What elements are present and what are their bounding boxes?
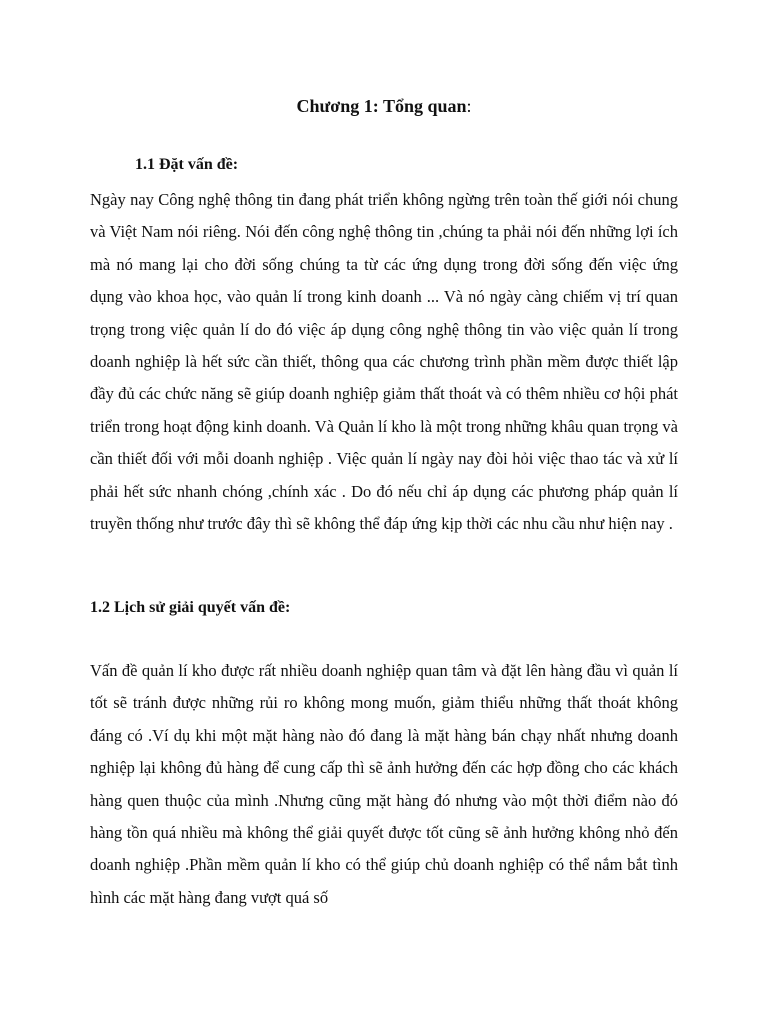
section-paragraph-1-1: Ngày nay Công nghệ thông tin đang phát triển không ngừng trên toàn thế giới nói chung và Việt Nam nói riêng. Nói đến công nghệ thông tin ,chúng ta phải nói đến những lợi ích mà nó mang lại cho đời sống chúng ta từ các ứng dụng trong đời sống đến việc ứng dụng vào khoa học, vào quản lí trong kinh doanh ... Và nó ngày càng chiếm vị trí quan trọng trong việc quản lí do đó việc áp dụng công nghệ thông tin vào việc quản lí trong doanh nghiệp là hết sức cần thiết, thông qua các chương trình phần mềm được thiết lập đầy đủ các chức năng sẽ giúp doanh nghiệp giảm thất thoát và có thêm nhiều cơ hội phát triển trong hoạt động kinh doanh. Và Quản lí kho là một trong những khâu quan trọng và cần thiết đối với mỗi doanh nghiệp . Việc quản lí ngày nay đòi hỏi việc thao tác và xử lí phải hết sức nhanh chóng ,chính xác . Do đó nếu chỉ áp dụng các phương pháp quản lí truyền thống như trước đây thì sẽ không thể đáp ứng kịp thời các nhu cầu như hiện nay . [90,190,678,534]
section-paragraph-1-2: Vấn đề quản lí kho được rất nhiều doanh nghiệp quan tâm và đặt lên hàng đầu vì quản lí tốt sẽ tránh được những rủi ro không mong muốn, giảm thiểu những thất thoát không đáng có .Ví dụ khi một mặt hàng nào đó đang là mặt hàng bán chạy nhất nhưng doanh nghiệp lại không đủ hàng để cung cấp thì sẽ ảnh hưởng đến các hợp đồng cho các khách hàng quen thuộc của mình .Nhưng cũng mặt hàng đó nhưng vào một thời điểm nào đó hàng tồn quá nhiều mà không thể giải quyết được tốt cũng sẽ ảnh hưởng không nhỏ đến doanh nghiệp .Phần mềm quản lí kho có thể giúp chủ doanh nghiệp có thể nắm bắt tình hình các mặt hàng đang vượt quá số [90,661,678,907]
section-heading-1-2: 1.2 Lịch sử giải quyết vấn đề: [90,599,291,616]
section-heading-1-1: 1.1 Đặt vấn đề: [135,156,239,173]
chapter-title-text: Chương 1: Tổng quan [296,96,467,116]
chapter-title [0,94,768,118]
chapter-title-colon: : [466,96,472,116]
